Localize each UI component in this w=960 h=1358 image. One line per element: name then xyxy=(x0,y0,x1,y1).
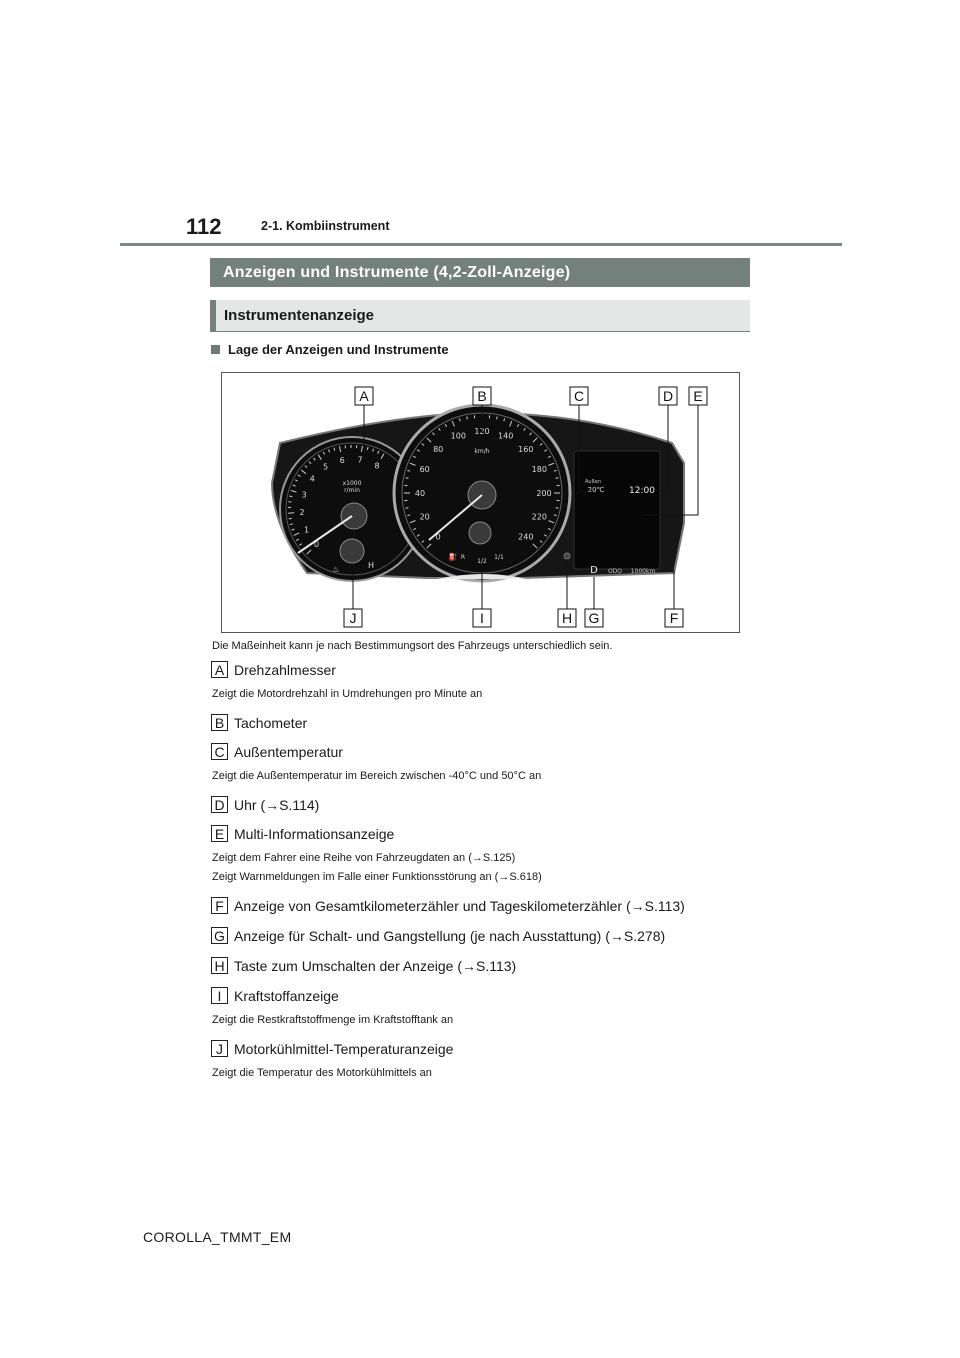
legend-item-f xyxy=(211,897,685,915)
subtitle-rule xyxy=(210,331,750,332)
callout-i: I xyxy=(480,610,484,626)
tachometer-number: 1 xyxy=(303,525,310,535)
tachometer-number: 0 xyxy=(314,540,320,550)
badge-g: G xyxy=(211,927,228,944)
legend-label-f: Anzeige von Gesamtkilometerzähler und Tageskilometerzähler (→S.113) xyxy=(234,897,685,914)
callout-c: C xyxy=(573,388,585,404)
tachometer-tick xyxy=(289,496,292,497)
badge-d: D xyxy=(211,796,228,813)
legend-label-b: Tachometer xyxy=(234,714,308,731)
subtitle: Instrumentenanzeige xyxy=(210,300,750,331)
speedometer-tick xyxy=(467,417,468,420)
legend-desc-e-2: Zeigt Warnmeldungen im Falle einer Funktionsstörung an (→S.618) xyxy=(212,871,542,883)
legend-label-c: Außentemperatur xyxy=(234,743,343,760)
legend-label-h: Taste zum Umschalten der Anzeige (→S.113) xyxy=(234,957,517,974)
tachometer-unit-bottom: r/min xyxy=(344,487,360,494)
coolant-temperature-mark: H xyxy=(367,561,375,570)
callout-b: B xyxy=(477,388,487,404)
legend-item-b xyxy=(211,714,307,732)
badge-i: I xyxy=(211,987,228,1004)
speedometer-number: 120 xyxy=(474,426,490,436)
callout-g: G xyxy=(588,610,600,626)
sub-heading-text: Lage der Anzeigen und Instrumente xyxy=(228,342,449,357)
speedometer-number: 140 xyxy=(498,431,514,441)
tachometer-number: 3 xyxy=(301,490,307,500)
tachometer-number: 4 xyxy=(309,474,315,484)
callout-h: H xyxy=(561,610,573,626)
callout-d: D xyxy=(662,388,674,404)
legend-desc-j: Zeigt die Temperatur des Motorkühlmittels an xyxy=(212,1067,432,1079)
legend-desc-a: Zeigt die Motordrehzahl in Umdrehungen pro Minute an xyxy=(212,688,483,700)
fuel-mark-half: 1/2 xyxy=(477,558,487,565)
legend-desc-i: Zeigt die Restkraftstoffmenge im Kraftstofftank an xyxy=(212,1014,454,1026)
legend-desc-e-1: Zeigt dem Fahrer eine Reihe von Fahrzeugdaten an (→S.125) xyxy=(212,852,516,864)
legend-desc-c: Zeigt die Außentemperatur im Bereich zwischen -40°C und 50°C an xyxy=(212,770,542,782)
header-rule xyxy=(120,243,842,246)
instrument-figure xyxy=(221,372,740,633)
badge-c: C xyxy=(211,743,228,760)
tachometer-number: 6 xyxy=(339,455,345,465)
instrument-cluster-illustration xyxy=(222,373,739,632)
multi-information-display xyxy=(574,451,660,569)
figure-note: Die Maßeinheit kann je nach Bestimmungsort des Fahrzeugs unterschiedlich sein. xyxy=(212,640,613,652)
coolant-temperature-icon: ♨ xyxy=(332,565,340,574)
speedometer-tick xyxy=(497,417,498,420)
callout-j: J xyxy=(349,610,357,626)
tachometer-number: 5 xyxy=(323,462,329,472)
fuel-icon: ⛽ xyxy=(448,553,458,561)
speedometer-number: 40 xyxy=(414,488,426,498)
speedometer-number: 80 xyxy=(433,445,444,454)
fuel-mark-r: R xyxy=(460,554,466,561)
badge-b: B xyxy=(211,714,228,731)
sub-heading xyxy=(211,342,449,357)
odometer-value: 1000km xyxy=(630,568,656,575)
speedometer-number: 220 xyxy=(531,512,547,522)
speedometer-number: 200 xyxy=(536,488,552,498)
outside-temperature-label: Außen xyxy=(585,479,601,485)
square-bullet-icon xyxy=(211,345,220,354)
fuel-gauge-hub xyxy=(469,522,491,544)
legend-label-e: Multi-Informationsanzeige xyxy=(234,825,395,842)
tachometer-tick xyxy=(289,518,292,519)
fuel-mark-full: 1/1 xyxy=(494,554,504,561)
badge-f: F xyxy=(211,897,228,914)
legend-item-c xyxy=(211,743,343,761)
tachometer-number: 2 xyxy=(299,508,305,518)
legend-item-h xyxy=(211,957,516,975)
tachometer-hub xyxy=(341,503,367,529)
speedometer-number: 160 xyxy=(518,445,534,454)
legend-item-d xyxy=(211,796,319,814)
speedometer-tick xyxy=(556,478,559,479)
speedometer-number: 180 xyxy=(531,465,547,475)
legend-item-j xyxy=(211,1040,453,1058)
coolant-temperature-hub xyxy=(340,539,364,563)
display-switch-button xyxy=(564,553,570,559)
legend-item-i xyxy=(211,987,339,1005)
speedometer-tick xyxy=(406,508,409,509)
badge-e: E xyxy=(211,825,228,842)
legend-item-e xyxy=(211,825,394,843)
badge-j: J xyxy=(211,1040,228,1057)
callout-line-f xyxy=(660,571,674,609)
speedometer-number: 20 xyxy=(419,512,430,522)
speedometer-number: 0 xyxy=(435,532,441,542)
callout-f: F xyxy=(669,610,679,626)
callout-e: E xyxy=(693,388,703,404)
tachometer-unit-top: x1000 xyxy=(342,480,362,487)
speedometer-number: 240 xyxy=(518,532,534,542)
badge-a: A xyxy=(211,661,228,678)
legend-label-i: Kraftstoffanzeige xyxy=(234,987,339,1004)
badge-h: H xyxy=(211,957,228,974)
speedometer-unit: km/h xyxy=(474,448,490,455)
speedometer-number: 100 xyxy=(450,431,466,441)
legend-label-g: Anzeige für Schalt- und Gangstellung (je nach Ausstattung) (→S.278) xyxy=(234,927,666,944)
legend-item-g xyxy=(211,927,665,945)
tachometer-number: 8 xyxy=(374,461,380,471)
gear-indicator: D xyxy=(590,565,598,576)
speedometer-tick xyxy=(556,508,559,509)
speedometer-tick xyxy=(406,478,409,479)
page-number: 112 xyxy=(186,214,222,239)
callout-a: A xyxy=(359,388,369,404)
footer-code: COROLLA_TMMT_EM xyxy=(143,1229,292,1245)
odometer-prefix: ODO xyxy=(607,568,623,575)
legend-label-d: Uhr (→S.114) xyxy=(234,796,320,813)
legend-item-a xyxy=(211,661,336,679)
legend-label-a: Drehzahlmesser xyxy=(234,661,336,678)
outside-temperature-value: 20℃ xyxy=(587,486,605,494)
tachometer-number: 7 xyxy=(357,455,363,465)
page-title: Anzeigen und Instrumente (4,2-Zoll-Anzeige) xyxy=(210,258,750,287)
clock-display: 12:00 xyxy=(629,486,655,496)
section-title: 2-1. Kombiinstrument xyxy=(261,219,390,233)
legend-label-j: Motorkühlmittel-Temperaturanzeige xyxy=(234,1040,454,1057)
speedometer-number: 60 xyxy=(419,465,430,475)
